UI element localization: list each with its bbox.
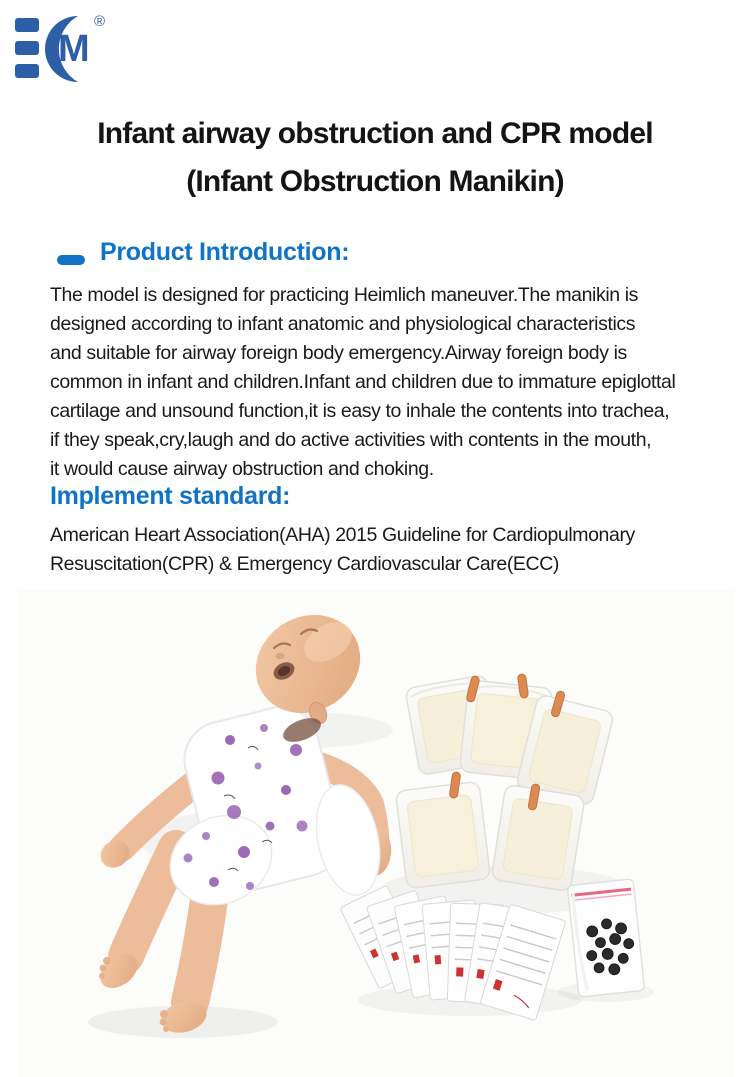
manikin-nose <box>276 653 285 659</box>
product-photo-image <box>18 590 734 1077</box>
standard-paragraph-line: American Heart Association(AHA) 2015 Guideline for Cardiopulmonary <box>50 524 635 546</box>
lung-bag <box>491 784 585 891</box>
section-dash-icon <box>57 255 85 265</box>
standard-paragraph <box>50 521 635 578</box>
product-photo <box>18 590 734 1077</box>
intro-paragraph-line: it would cause airway obstruction and choking. <box>50 458 434 480</box>
valve-bag <box>567 879 644 997</box>
page-title-line1: Infant airway obstruction and CPR model <box>97 117 653 150</box>
intro-paragraph-line: The model is designed for practicing Heimlich maneuver.The manikin is <box>50 284 639 306</box>
logo-bars-icon <box>15 18 39 78</box>
registered-mark: ® <box>94 13 106 30</box>
page-title <box>0 110 750 206</box>
intro-heading: Product Introduction: <box>100 238 350 266</box>
company-logo <box>14 8 134 103</box>
intro-paragraph-line: cartilage and unsound function,it is easy to inhale the contents into trachea, <box>50 400 670 422</box>
standard-paragraph-line: Resuscitation(CPR) & Emergency Cardiovascular Care(ECC) <box>50 552 559 575</box>
intro-paragraph-line: common in infant and children.Infant and children due to immature epiglottal <box>50 371 676 393</box>
intro-paragraph-line: if they speak,cry,laugh and do active activities with contents in the mouth, <box>50 429 652 451</box>
company-logo-mark <box>14 8 134 103</box>
intro-paragraph-line: designed according to infant anatomic and physiological characteristics <box>50 313 636 335</box>
intro-paragraph-line: and suitable for airway foreign body emergency.Airway foreign body is <box>50 342 627 364</box>
intro-paragraph <box>50 281 675 484</box>
lung-bag <box>395 781 490 889</box>
logo-letter: M <box>58 28 90 70</box>
page-title-line2: (Infant Obstruction Manikin) <box>186 165 564 198</box>
standard-heading: Implement standard: <box>50 482 291 510</box>
